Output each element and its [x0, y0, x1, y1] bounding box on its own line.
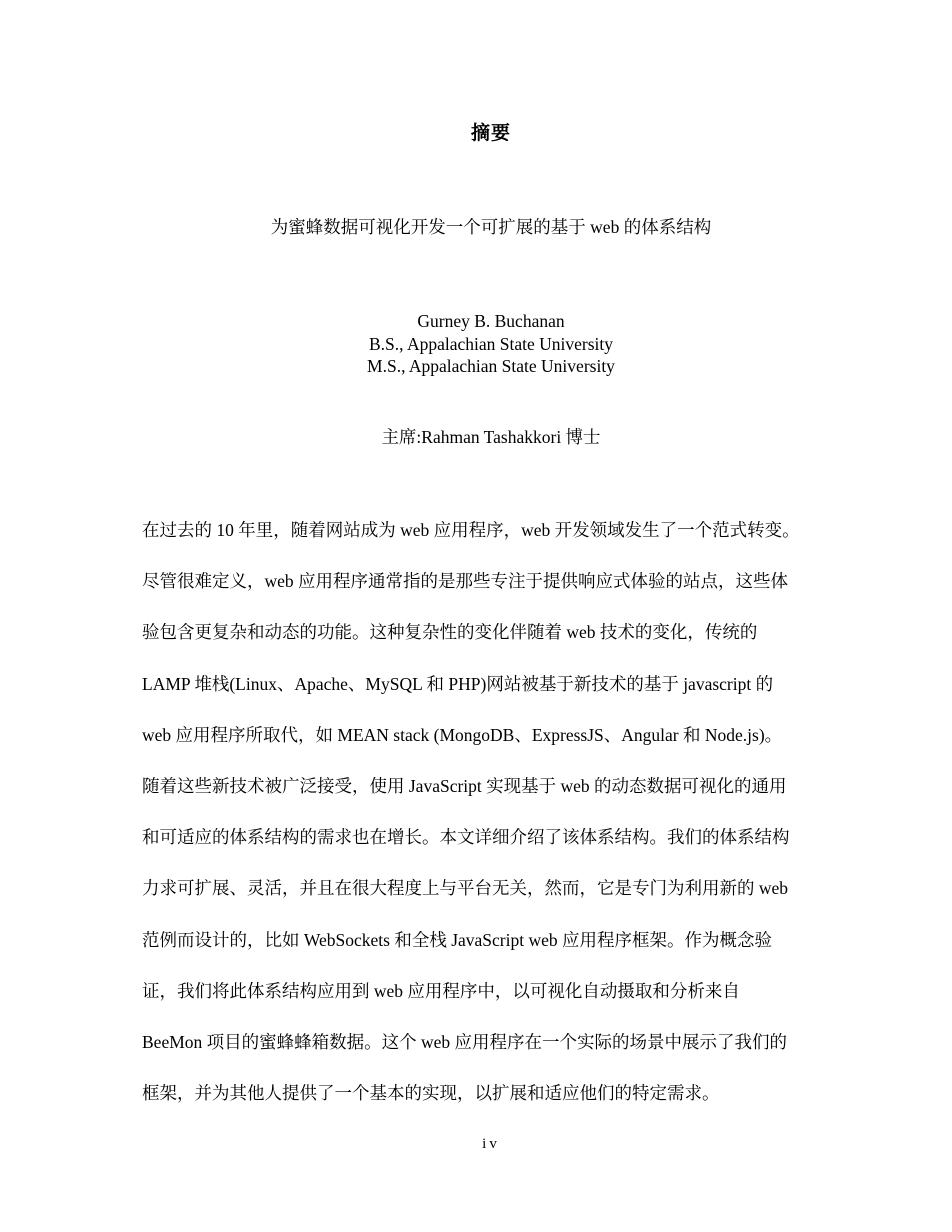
abstract-line: web 应用程序所取代，如 MEAN stack (MongoDB、ExpressJS、Angular 和 Node.js)。	[142, 724, 783, 745]
abstract-line: 验包含更复杂和动态的功能。这种复杂性的变化伴随着 web 技术的变化，传统的	[142, 622, 758, 643]
author-degree-ms: M.S., Appalachian State University	[367, 356, 615, 376]
abstract-line: 尽管很难定义，web 应用程序通常指的是那些专注于提供响应式体验的站点，这些体	[142, 571, 789, 592]
abstract-line: 范例而设计的，比如 WebSockets 和全栈 JavaScript web 应用程序框架。作为概念验	[142, 929, 772, 950]
abstract-line: BeeMon 项目的蜜蜂蜂箱数据。这个 web 应用程序在一个实际的场景中展示了我们的	[142, 1031, 788, 1052]
page-number: iv	[482, 1136, 500, 1152]
author-block	[0, 310, 952, 378]
abstract-line: 和可适应的体系结构的需求也在增长。本文详细介绍了该体系结构。我们的体系结构	[142, 827, 790, 848]
thesis-title: 为蜜蜂数据可视化开发一个可扩展的基于 web 的体系结构	[270, 217, 712, 237]
abstract-line: 在过去的 10 年里，随着网站成为 web 应用程序，web 开发领域发生了一个范式转变。	[142, 520, 800, 540]
abstract-line: 框架，并为其他人提供了一个基本的实现，以扩展和适应他们的特定需求。	[142, 1083, 720, 1104]
abstract-line: 证，我们将此体系结构应用到 web 应用程序中，以可视化自动摄取和分析来自	[142, 980, 740, 1001]
page-heading: 摘要	[470, 123, 511, 144]
abstract-body	[142, 515, 862, 1129]
abstract-line: 力求可扩展、灵活，并且在很大程度上与平台无关，然而，它是专门为利用新的 web	[142, 878, 789, 899]
author-degree-bs: B.S., Appalachian State University	[369, 333, 613, 354]
abstract-line: 随着这些新技术被广泛接受，使用 JavaScript 实现基于 web 的动态数据可视化的通用	[142, 775, 787, 796]
author-name: Gurney B. Buchanan	[417, 311, 565, 331]
abstract-line: LAMP 堆栈(Linux、Apache、MySQL 和 PHP)网站被基于新技术的基于 javascript 的	[142, 673, 774, 694]
committee-chair: 主席:Rahman Tashakkori 博士	[381, 427, 601, 447]
